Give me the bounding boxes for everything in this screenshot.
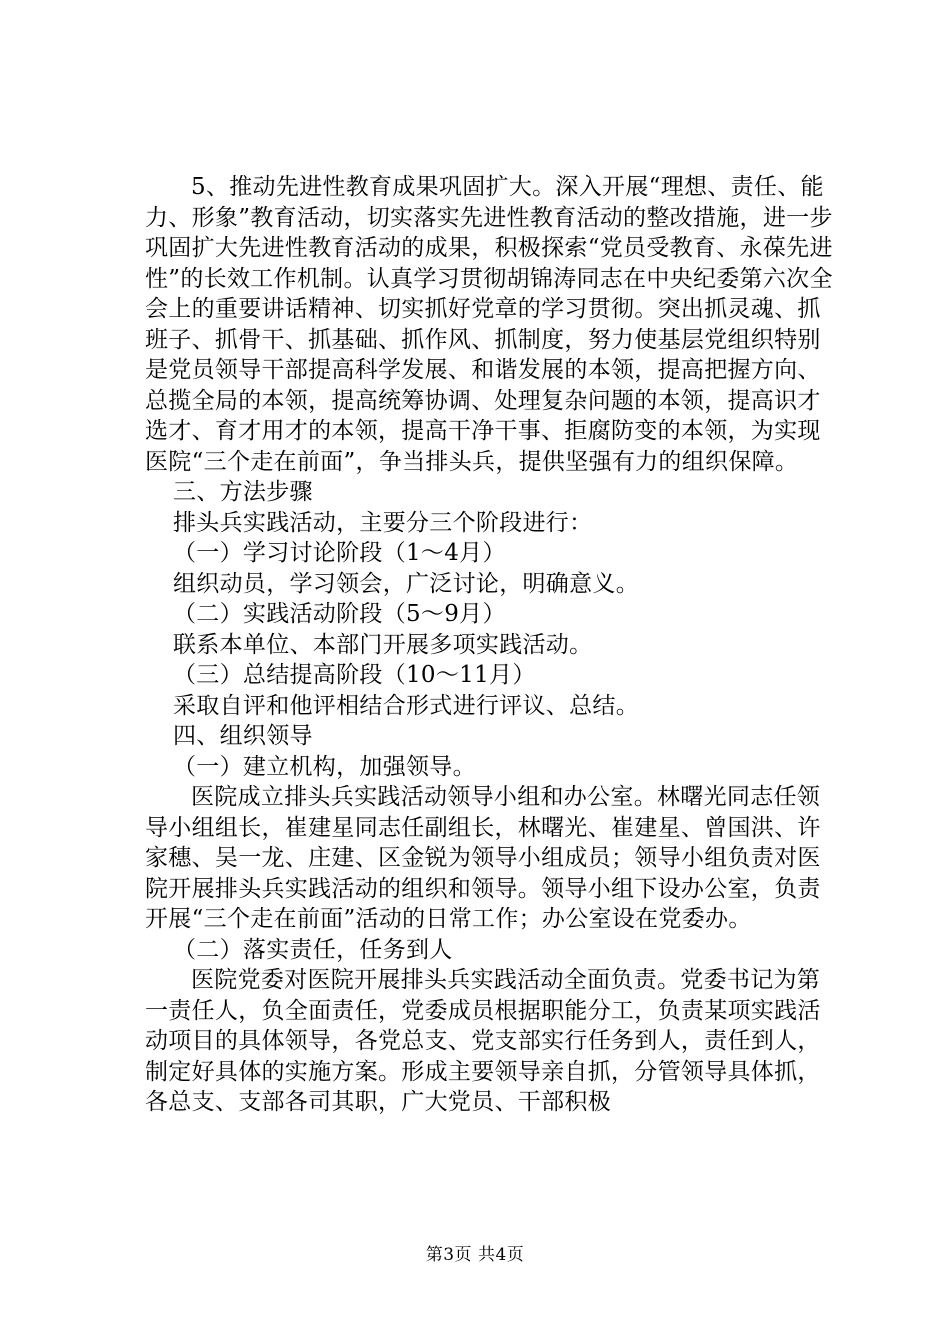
subsection-heading-responsibility: （二）落实责任，任务到人 xyxy=(173,936,453,963)
phase-2-heading: （二）实践活动阶段（5～9月） xyxy=(173,601,506,627)
methods-intro: 排头兵实践活动，主要分三个阶段进行： xyxy=(173,509,593,536)
phase-2-text: 联系本单位、本部门开展多项实践活动。 xyxy=(173,631,593,658)
document-body xyxy=(145,172,835,1118)
phase-1-heading: （一）学习讨论阶段（1～4月） xyxy=(173,540,506,566)
page-number-footer: 第3页 共4页 xyxy=(425,1245,525,1265)
subsection-heading-establish: （一）建立机构，加强领导。 xyxy=(173,753,476,780)
phase-1-text: 组织动员，学习领会，广泛讨论，明确意义。 xyxy=(173,570,639,597)
section-heading-methods: 三、方法步骤 xyxy=(173,479,313,505)
phase-3-heading: （三）总结提高阶段（10～11月） xyxy=(173,662,536,688)
paragraph-establish: 医院成立排头兵实践活动领导小组和办公室。林曙光同志任领导小组组长，崔建星同志任副组长，林曙光、崔建星、曾国洪、许家穗、吴一龙、庄建、区金锐为领导小组成员；领导小组负责对医院开展排头兵实践活动的组织和领导。领导小组下设办公室，负责开展“三个走在前面”活动的日常工作；办公室设在党委办。 xyxy=(145,784,821,932)
paragraph-responsibility: 医院党委对医院开展排头兵实践活动全面负责。党委书记为第一责任人，负全面责任，党委成员根据职能分工，负责某项实践活动项目的具体领导，各党总支、党支部实行任务到人，责任到人，制定好具体的实施方案。形成主要领导亲自抓，分管领导具体抓，各总支、支部各司其职，广大党员、干部积极 xyxy=(145,967,821,1115)
phase-3-text: 采取自评和他评相结合形式进行评议、总结。 xyxy=(173,692,639,719)
paragraph-item-5: 5、推动先进性教育成果巩固扩大。深入开展“理想、责任、能力、形象”教育活动，切实落实先进性教育活动的整改措施，进一步巩固扩大先进性教育活动的成果，积极探索“党员受教育、永葆先进性”的长效工作机制。认真学习贯彻胡锦涛同志在中央纪委第六次全会上的重要讲话精神、切实抓好党章的学习贯彻。突出抓灵魂、抓班子、抓骨干、抓基础、抓作风、抓制度，努力使基层党组织特别是党员领导干部提高科学发展、和谐发展的本领，提高把握方向、总揽全局的本领，提高统筹协调、处理复杂问题的本领，提高识才选才、育才用才的本领，提高干净干事、拒腐防变的本领，为实现医院“三个走在前面”，争当排头兵，提供坚强有力的组织保障。 xyxy=(145,174,833,475)
section-heading-organization: 四、组织领导 xyxy=(173,723,313,749)
